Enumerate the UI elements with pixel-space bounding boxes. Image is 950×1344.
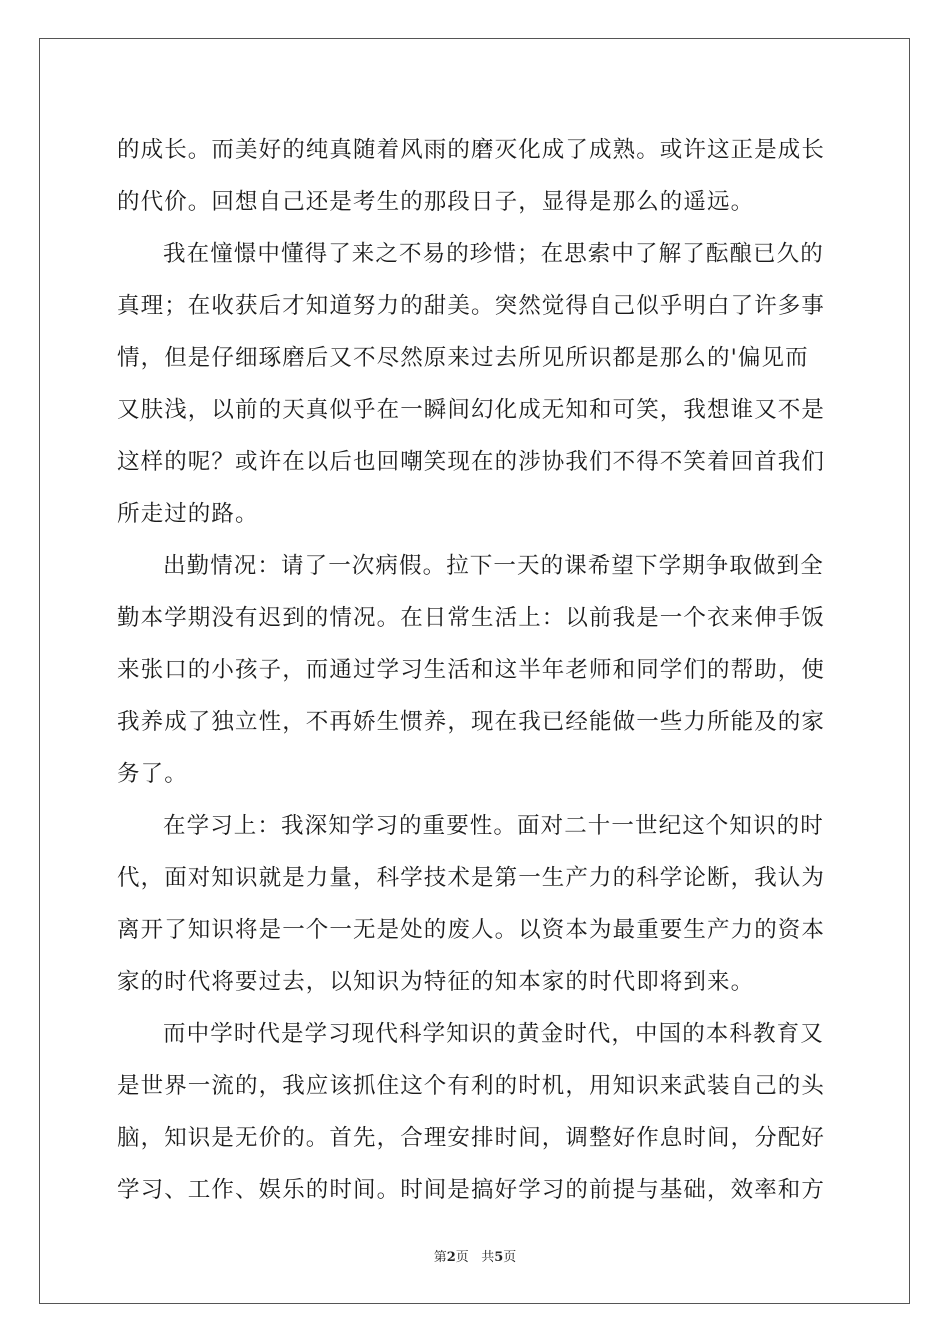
text-line: 又肤浅，以前的天真似乎在一瞬间幻化成无知和可笑，我想谁又不是 <box>117 397 826 423</box>
text-line: 是世界一流的，我应该抓住这个有利的时机，用知识来武装自己的头 <box>117 1073 826 1099</box>
text-line: 的成长。而美好的纯真随着风雨的磨灭化成了成熟。或许这正是成长 <box>117 137 826 163</box>
text-line: 情，但是仔细琢磨后又不尽然原来过去所见所识都是那么的'偏见而 <box>117 345 809 371</box>
text-line: 的代价。回想自己还是考生的那段日子，显得是那么的遥远。 <box>117 189 755 215</box>
text-line: 真理；在收获后才知道努力的甜美。突然觉得自己似乎明白了许多事 <box>117 293 826 319</box>
page-number-suffix: 页 <box>455 1250 469 1265</box>
text-line: 脑，知识是无价的。首先，合理安排时间，调整好作息时间，分配好 <box>117 1125 826 1151</box>
paragraph-first-line: 在学习上：我深知学习的重要性。面对二十一世纪这个知识的时 <box>163 813 824 839</box>
text-line: 代，面对知识就是力量，科学技术是第一生产力的科学论断，我认为 <box>117 865 826 891</box>
text-line: 我养成了独立性，不再娇生惯养，现在我已经能做一些力所能及的家 <box>117 709 826 735</box>
text-line: 来张口的小孩子，而通过学习生活和这半年老师和同学们的帮助，使 <box>117 657 826 683</box>
text-line: 家的时代将要过去，以知识为特征的知本家的时代即将到来。 <box>117 969 755 995</box>
paragraph-first-line: 我在憧憬中懂得了来之不易的珍惜；在思索中了解了酝酿已久的 <box>163 241 824 267</box>
total-pages-prefix: 共 <box>481 1250 495 1265</box>
document-body <box>117 124 833 1216</box>
text-line: 勤本学期没有迟到的情况。在日常生活上：以前我是一个衣来伸手饭 <box>117 605 826 631</box>
page-number: 2 <box>446 1250 456 1265</box>
total-pages: 5 <box>494 1250 504 1265</box>
text-line: 这样的呢？或许在以后也回嘲笑现在的涉协我们不得不笑着回首我们 <box>117 449 826 475</box>
text-line: 所走过的路。 <box>117 501 259 527</box>
page-footer <box>0 1246 950 1265</box>
paragraph-first-line: 出勤情况：请了一次病假。拉下一天的课希望下学期争取做到全 <box>163 553 824 579</box>
text-line: 离开了知识将是一个一无是处的废人。以资本为最重要生产力的资本 <box>117 917 826 943</box>
text-line: 务了。 <box>117 761 188 787</box>
page-number-prefix: 第 <box>433 1250 447 1265</box>
total-pages-suffix: 页 <box>503 1250 517 1265</box>
paragraph-first-line: 而中学时代是学习现代科学知识的黄金时代，中国的本科教育又 <box>163 1021 824 1047</box>
text-line: 学习、工作、娱乐的时间。时间是搞好学习的前提与基础，效率和方 <box>117 1177 826 1203</box>
